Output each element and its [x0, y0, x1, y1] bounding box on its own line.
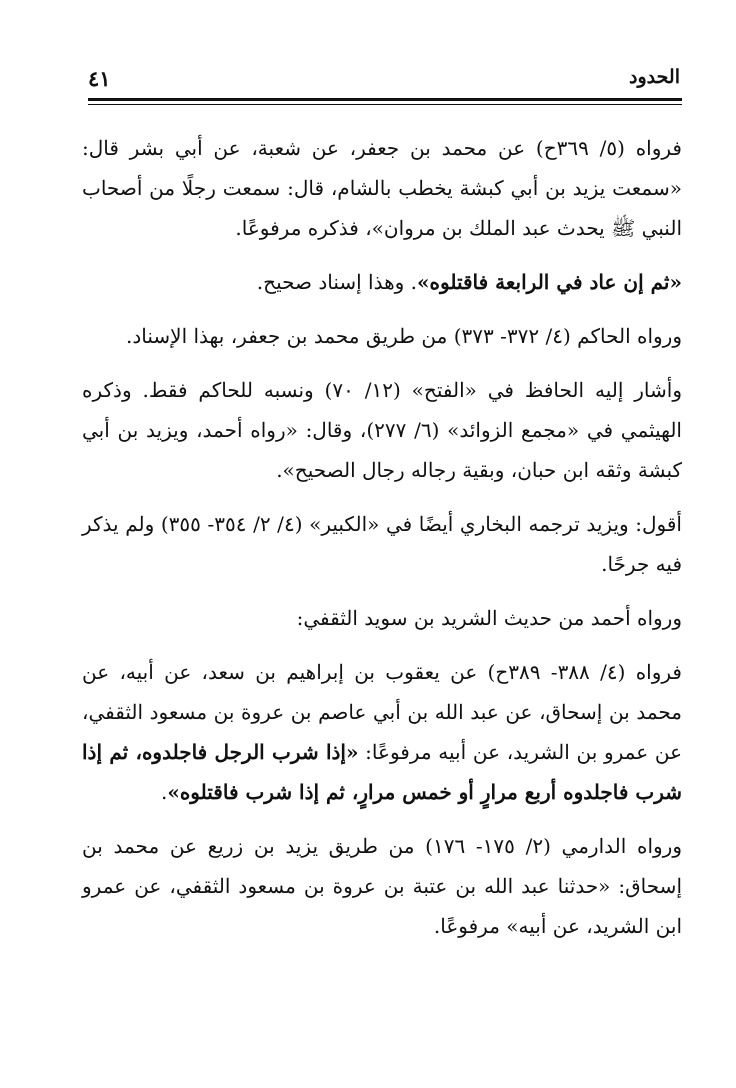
paragraph-1: [82, 128, 682, 248]
page-header: [88, 66, 680, 94]
header-rule-thin: [88, 104, 682, 105]
paragraph-8-text: ورواه الدارمي (٢/ ١٧٥- ١٧٦) من طريق يزيد بن زريع عن محمد بن إسحاق: «حدثنا عبد الله بن عتبة بن عروة بن مسعود الثقفي، عن عمرو ابن الشريد، عن أبيه» مرفوعًا.: [82, 834, 682, 938]
paragraph-3: [82, 316, 682, 356]
paragraph-2: [82, 262, 682, 302]
page-number: ٤١: [88, 66, 111, 91]
paragraph-7-text: فرواه (٤/ ٣٨٨- ٣٨٩ح) عن يعقوب بن إبراهيم بن سعد، عن أبيه، عن محمد بن إسحاق، عن عبد الله بن أبي عاصم بن عروة بن مسعود الثقفي، عن عمرو بن الشريد، عن أبيه مرفوعًا:: [82, 660, 682, 764]
paragraph-8: [82, 826, 682, 946]
paragraph-4-text: وأشار إليه الحافظ في «الفتح» (١٢/ ٧٠) ونسبه للحاكم فقط. وذكره الهيثمي في «مجمع الزوائد» (٦/ ٢٧٧)، وقال: «رواه أحمد، ويزيد بن أبي كبشة وثقه ابن حبان، وبقية رجاله رجال الصحيح».: [82, 378, 682, 482]
header-rule-thick: [88, 98, 682, 101]
paragraph-5-text: أقول: ويزيد ترجمه البخاري أيضًا في «الكبير» (٤/ ٢/ ٣٥٤- ٣٥٥) ولم يذكر فيه جرحًا.: [82, 512, 682, 576]
running-title: الحدود: [629, 66, 680, 88]
paragraph-7: [82, 652, 682, 812]
paragraph-7-tail: .: [160, 780, 168, 804]
paragraph-2-hadith-bold: «ثم إن عاد في الرابعة فاقتلوه»: [417, 270, 682, 294]
paragraph-4: [82, 370, 682, 490]
paragraph-5: [82, 504, 682, 584]
paragraph-3-text: ورواه الحاكم (٤/ ٣٧٢- ٣٧٣) من طريق محمد بن جعفر، بهذا الإسناد.: [126, 324, 682, 348]
paragraph-6: [82, 598, 682, 638]
paragraph-6-text: ورواه أحمد من حديث الشريد بن سويد الثقفي:: [296, 606, 682, 630]
paragraph-1-text: فرواه (٥/ ٣٦٩ح) عن محمد بن جعفر، عن شعبة، عن أبي بشر قال: «سمعت يزيد بن أبي كبشة يخطب بالشام، قال: سمعت رجلًا من أصحاب النبي ﷺ يحدث عبد الملك بن مروان»، فذكره مرفوعًا.: [82, 136, 682, 240]
body-text: [82, 128, 682, 960]
paragraph-7-hadith-bold: «إذا شرب الرجل فاجلدوه، ثم إذا شرب فاجلدوه أربع مرارٍ أو خمس مرارٍ، ثم إذا شرب فاقتلوه»: [82, 740, 682, 804]
paragraph-2-text: . وهذا إسناد صحيح.: [256, 270, 418, 294]
